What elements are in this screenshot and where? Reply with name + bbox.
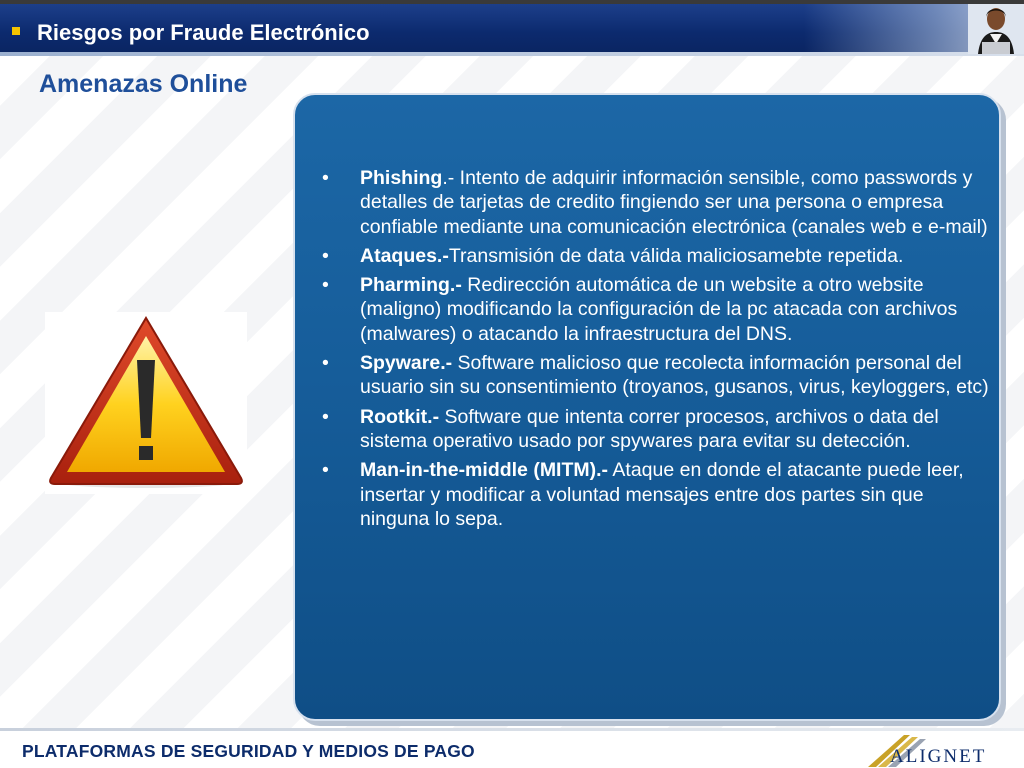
title-bullet-icon [12,27,20,35]
slide-title: Riesgos por Fraude Electrónico [37,20,370,45]
threat-description: Transmisión de data válida maliciosamebte repetida. [448,244,904,267]
threat-term: Phishing [360,167,443,189]
bullet-dot: • [322,405,329,428]
threat-description: Software que intenta correr procesos, archivos o data del sistema operativo usado por spywares para evitar su detección. [360,405,939,452]
threat-list [318,166,998,536]
list-item [318,166,998,239]
list-item [318,244,998,268]
warning-triangle-icon [45,312,247,494]
threat-term: Ataques.- [360,244,449,267]
alignet-logo-text: ALIGNET [890,746,987,767]
threat-term: Pharming.- [360,274,462,297]
threat-description: Ataque en donde el atacante puede leer, insertar y modificar a voluntad mensajes entre dos partes sin que ninguna lo sepa. [360,459,964,530]
bullet-dot: • [322,167,329,189]
warning-image [45,312,247,494]
list-item [318,458,998,531]
bullet-dot: • [322,244,329,267]
threat-term: Spyware.- [360,352,453,375]
threat-term: Man-in-the-middle (MITM).- [360,459,609,482]
threat-description: .- Intento de adquirir información sensible, como passwords y detalles de tarjetas de credito fingiendo ser una persona o empresa confiable mediante una comunicación electrónica (canales web e e-mail) [360,167,988,238]
section-subtitle: Amenazas Online [39,70,248,98]
header-underline [0,52,1024,56]
list-item [318,405,998,454]
presenter-person-icon [968,4,1024,54]
footer-title: PLATAFORMAS DE SEGURIDAD Y MEDIOS DE PAGO [22,741,475,761]
threat-description: Software malicioso que recolecta información personal del usuario sin su consentimiento (troyanos, gusanos, virus, keyloggers, etc) [360,352,989,399]
threat-description: Redirección automática de un website a otro website (maligno) modificando la configuración de la pc atacada con archivos (malwares) o atacando la infraestructura del DNS. [360,274,958,345]
list-item [318,273,998,346]
list-item [318,351,998,400]
threat-term: Rootkit.- [360,405,440,428]
bullet-dot: • [322,459,329,482]
bullet-dot: • [322,352,329,375]
bullet-dot: • [322,274,329,297]
